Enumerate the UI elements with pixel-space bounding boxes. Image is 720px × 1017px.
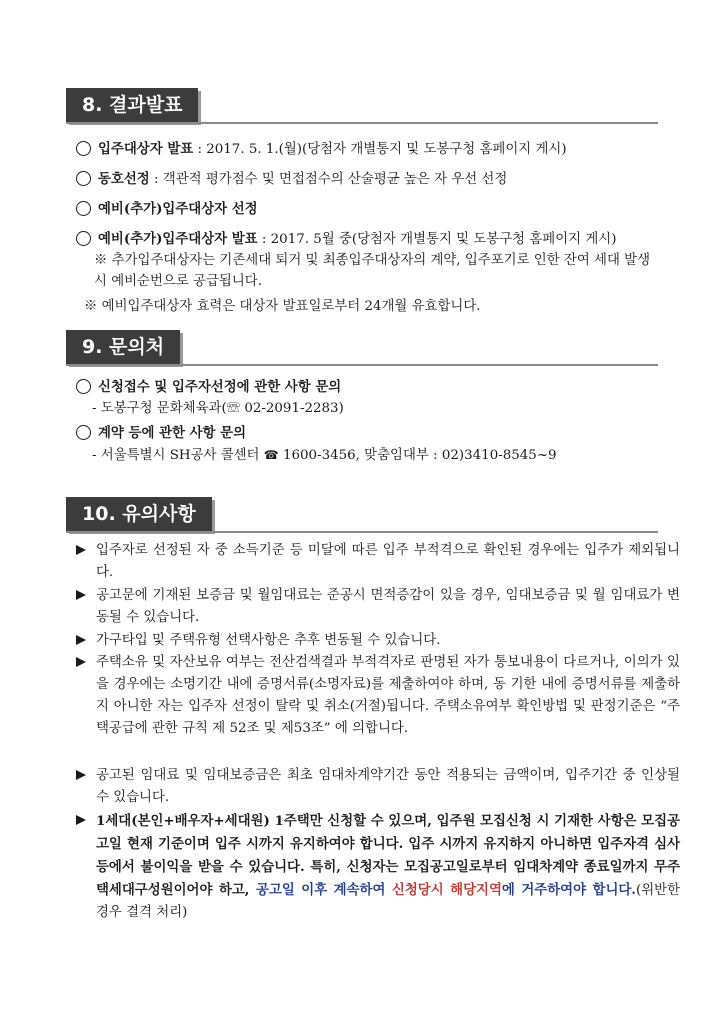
triangle-bullet-icon xyxy=(76,545,86,555)
s8-item-2-text: : 객관적 평가점수 및 면접점수의 산술평균 높은 자 우선 선정 xyxy=(149,172,508,187)
circle-bullet-icon xyxy=(76,231,91,246)
s8-item-1-label: 입주대상자 발표 xyxy=(98,141,194,157)
triangle-bullet-icon xyxy=(76,815,86,825)
s8-note-1: ※ 추가입주대상자는 기존세대 퇴거 및 최종입주대상자의 계약, 입주포기로 인한 잔여 세대 발생시 예비순번으로 공급됩니다. xyxy=(94,253,651,289)
s10-bullet-6-text: 1세대(본인+배우자+세대원) 1주택만 신청할 수 있으며, 입주원 모집신청 시 기재한 사항은 모집공고일 현재 기준이며 입주 시까지 유지하여야 합니다. 입주 시까지 유지하지 아니하면 입주자격 심사 등에서 불이익을 받을 수 있습니다. 특히, 신청자는 모집공고일로부터 임대차계약 종료일까지 무주택세대구성원이어야 하고, xyxy=(96,813,680,898)
s9-inquiry-1-label: 신청접수 및 입주자선정에 관한 사항 문의 xyxy=(98,379,342,395)
circle-bullet-icon xyxy=(76,141,91,156)
s10-bullet-6-highlight-blue: 공고일 이후 계속하여 xyxy=(255,882,392,898)
section-10-title: 10. 유의사항 xyxy=(66,497,212,531)
s10-bullet-3 xyxy=(76,630,680,652)
s8-item-3-label: 예비(추가)입주대상자 선정 xyxy=(98,201,258,217)
s10-bullet-6-tail: (위반한 경우 결격 처리) xyxy=(96,883,681,920)
s10-bullet-6 xyxy=(76,810,680,924)
s8-item-4-text: : 2017. 5월 중(당첨자 개별통지 및 도봉구청 홈페이지 게시) xyxy=(257,232,617,247)
circle-bullet-icon xyxy=(76,379,91,394)
triangle-bullet-icon xyxy=(76,770,86,780)
triangle-bullet-icon xyxy=(76,590,86,600)
s8-item-1 xyxy=(76,139,567,160)
section-9-title: 9. 문의처 xyxy=(66,330,180,364)
s8-item-2-label: 동호선정 xyxy=(98,171,150,187)
s9-inquiry-1-detail: - 도봉구청 문화체육과(☏ 02-2091-2283) xyxy=(92,401,344,416)
s8-note-2: ※ 예비입주대상자 효력은 대상자 발표일로부터 24개월 유효합니다. xyxy=(84,299,481,314)
s9-inquiry-2-text-b: 1600-3456, 맞춤임대부 : 02)3410-8545~9 xyxy=(278,448,557,463)
section-divider xyxy=(66,364,658,366)
s10-bullet-5 xyxy=(76,765,680,809)
s9-inquiry-2 xyxy=(76,423,246,444)
s10-bullet-4 xyxy=(76,652,680,740)
s8-item-4-label: 예비(추가)입주대상자 발표 xyxy=(98,231,258,247)
circle-bullet-icon xyxy=(76,425,91,440)
s9-inquiry-2-text-a: - 서울특별시 SH공사 콜센터 xyxy=(92,448,264,463)
s10-bullet-6-highlight-blue-2: 에 거주하여야 합니다. xyxy=(501,882,636,898)
s8-item-2 xyxy=(76,169,507,190)
section-10-header xyxy=(66,497,658,533)
s10-bullet-1 xyxy=(76,540,680,584)
s10-bullet-2 xyxy=(76,585,680,629)
circle-bullet-icon xyxy=(76,171,91,186)
s9-inquiry-2-label: 계약 등에 관한 사항 문의 xyxy=(98,425,247,441)
section-9-header xyxy=(66,330,658,366)
section-8-header xyxy=(66,88,658,124)
s10-bullet-4-text: 주택소유 및 자산보유 여부는 전산검색결과 부적격자로 판명된 자가 통보내용이 다르거나, 이의가 있을 경우에는 소명기간 내에 증명서류(소명자료)를 제출하여야 하며, 동 기한 내에 증명서류를 제출하지 아니한 자는 입주자 선정이 탈락 및 취소(거절)됩니다. 주택소유여부 확인방법 및 판정기준은 “주택공급에 관한 규칙 제 52조 및 제53조” 에 의합니다. xyxy=(96,655,680,736)
section-8-title: 8. 결과발표 xyxy=(66,88,198,122)
phone-icon: ☎ xyxy=(263,448,279,462)
s9-inquiry-1 xyxy=(76,377,341,398)
triangle-bullet-icon xyxy=(76,635,86,645)
s8-item-4 xyxy=(76,229,616,250)
section-divider xyxy=(66,531,658,533)
s10-bullet-3-text: 가구타입 및 주택유형 선택사항은 추후 변동될 수 있습니다. xyxy=(96,633,441,648)
s10-bullet-5-text: 공고된 임대료 및 임대보증금은 최초 임대차계약기간 동안 적용되는 금액이며, 입주기간 중 인상될 수 있습니다. xyxy=(96,768,680,805)
s9-inquiry-2-detail xyxy=(92,445,557,466)
s8-item-3 xyxy=(76,199,258,220)
section-divider xyxy=(66,122,658,124)
s10-bullet-1-text: 입주자로 선정된 자 중 소득기준 등 미달에 따른 입주 부적격으로 확인된 경우에는 입주가 제외됩니다. xyxy=(96,543,680,580)
triangle-bullet-icon xyxy=(76,657,86,667)
circle-bullet-icon xyxy=(76,201,91,216)
s10-bullet-6-highlight-red: 신청당시 해당지역 xyxy=(391,882,502,898)
s10-bullet-2-text: 공고문에 기재된 보증금 및 월임대료는 준공시 면적증감이 있을 경우, 임대보증금 및 월 임대료가 변동될 수 있습니다. xyxy=(96,588,680,625)
s8-item-1-text: : 2017. 5. 1.(월)(당첨자 개별통지 및 도봉구청 홈페이지 게시) xyxy=(193,142,567,157)
